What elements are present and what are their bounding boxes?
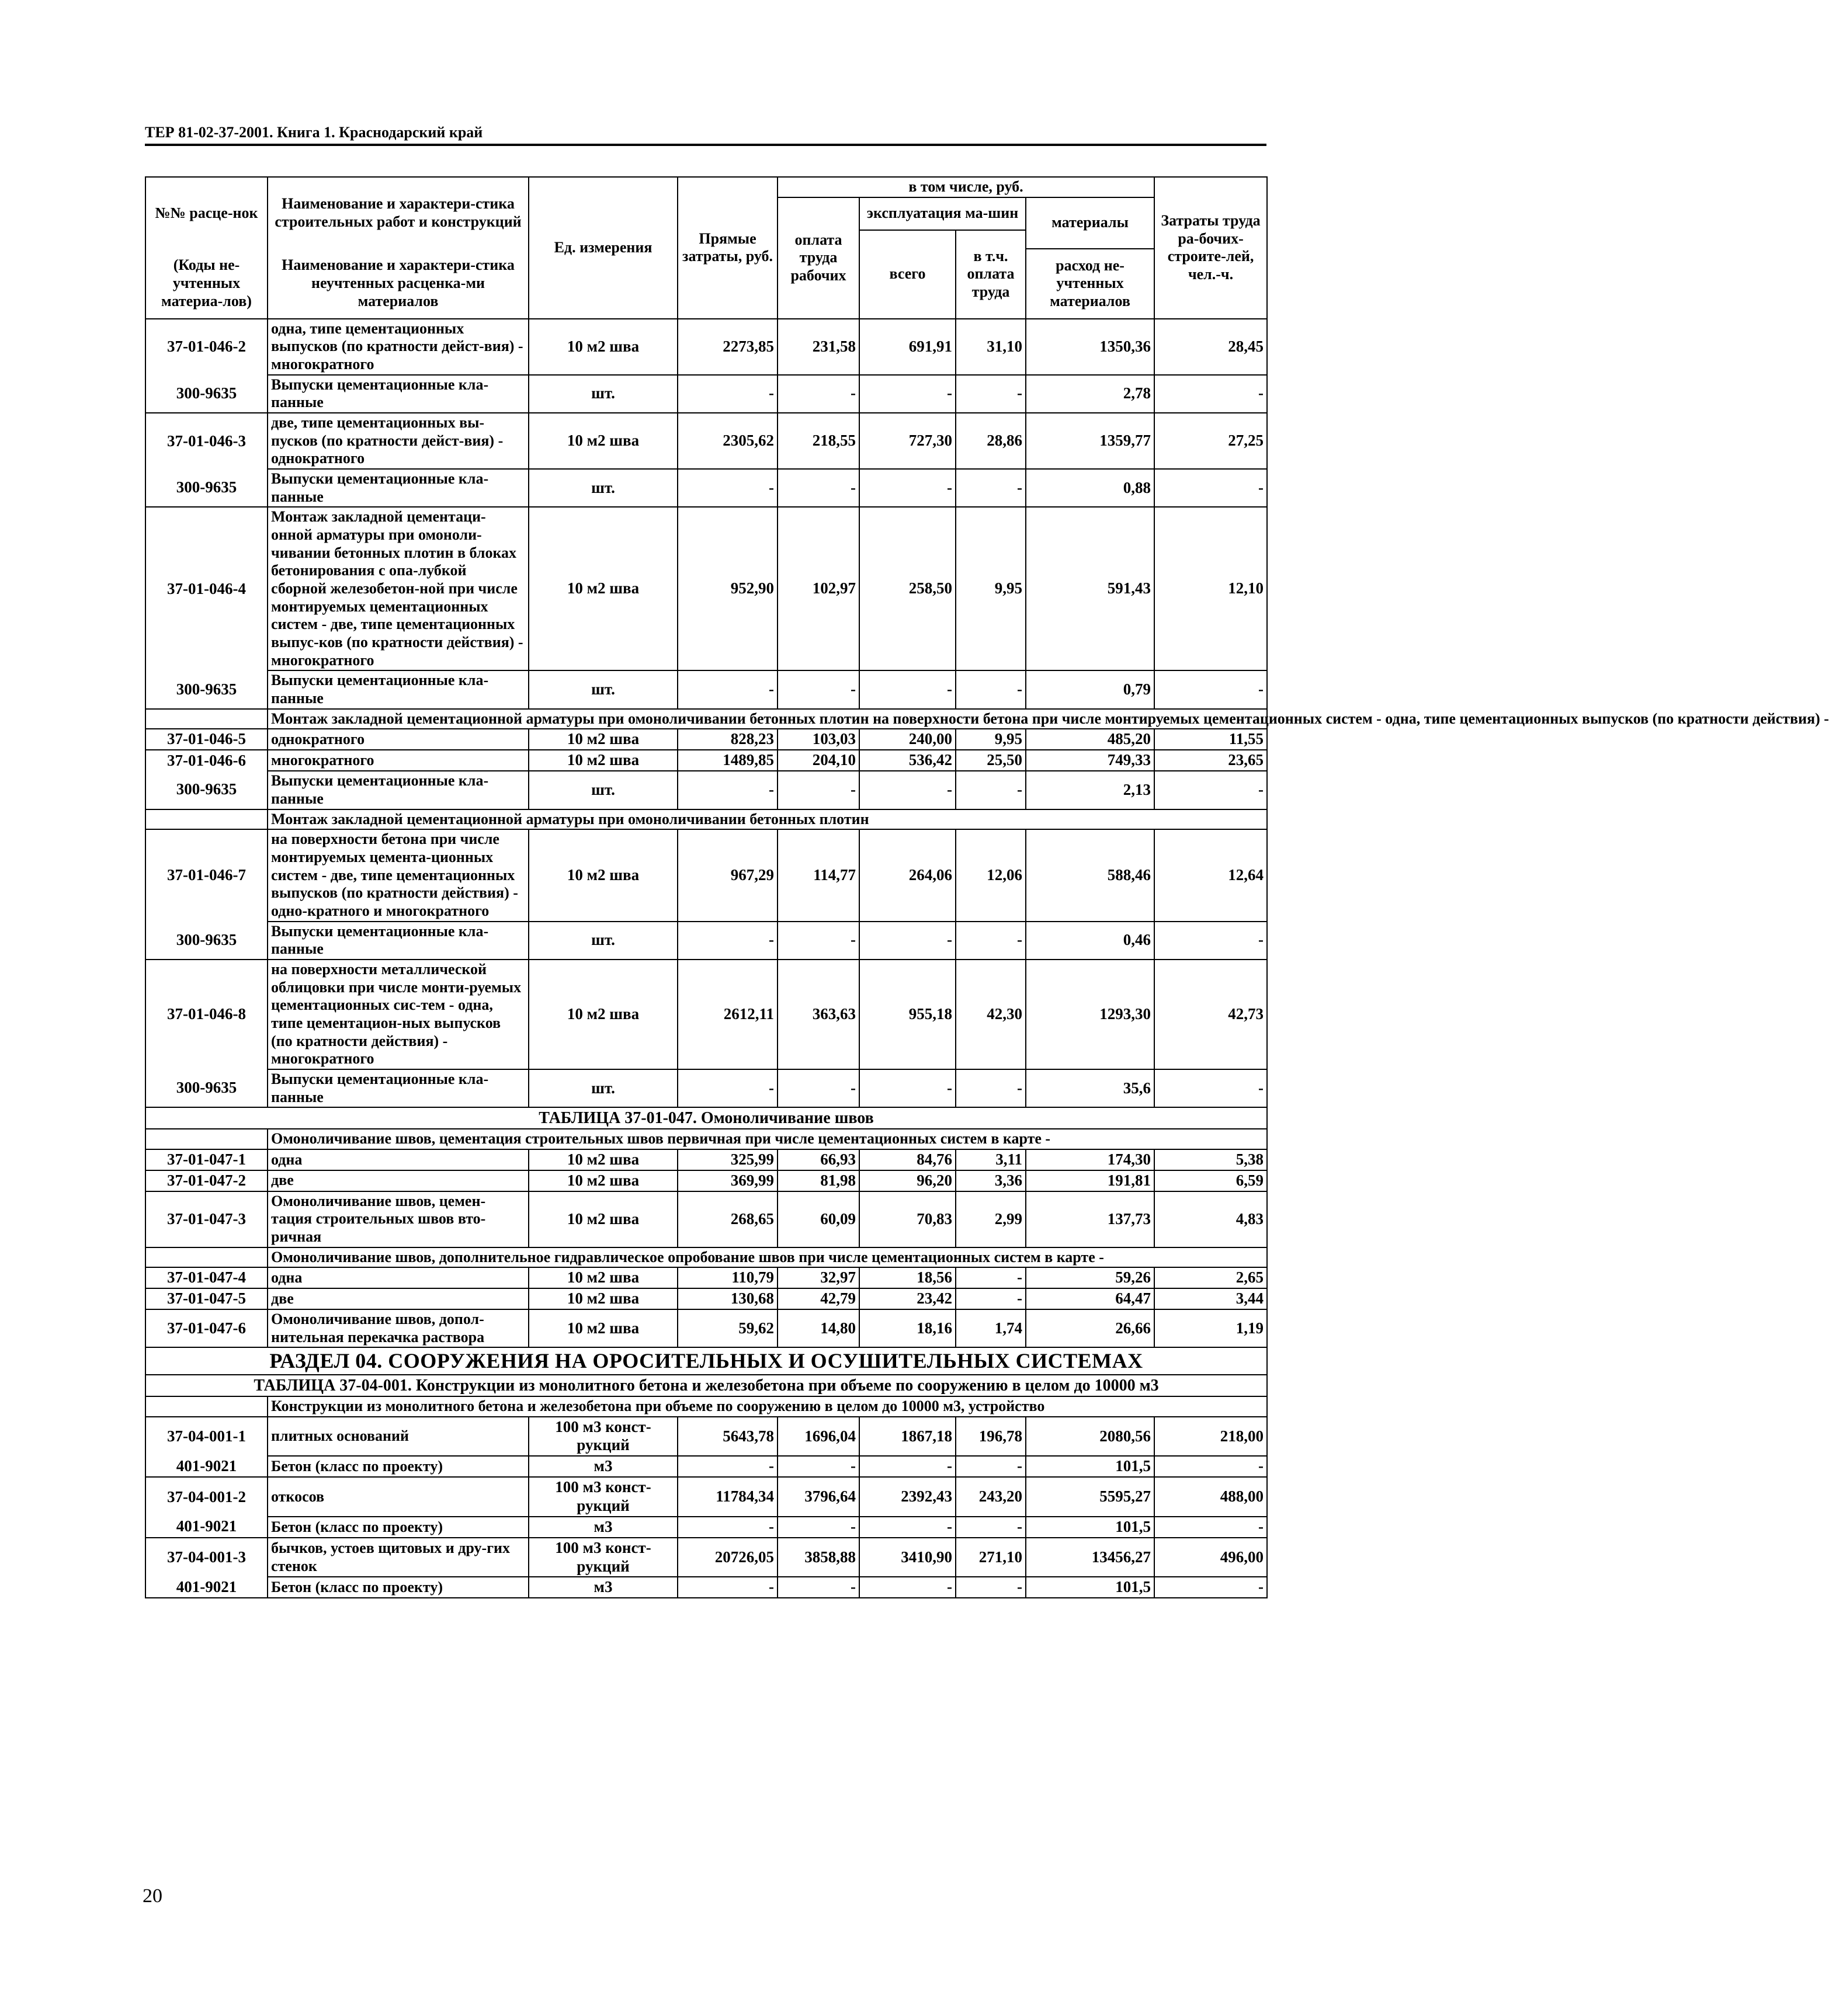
group-heading: Конструкции из монолитного бетона и железобетона при объеме по сооружению в целом до 10000 м3, устройство [268,1396,1267,1417]
material-row [145,469,1267,507]
row-hours: - [1154,1577,1267,1598]
row-materials: 59,26 [1026,1267,1154,1288]
rate-row [145,1538,1267,1577]
row-machines-labor: 243,20 [956,1477,1026,1517]
row-direct: 5643,78 [678,1417,778,1457]
row-machines-labor: - [956,922,1026,960]
rate-row [145,507,1267,670]
row-materials: 2,78 [1026,375,1154,413]
row-unit: шт. [529,1069,678,1107]
row-machines-labor: 31,10 [956,319,1026,375]
row-name: бычков, устоев щитовых и дру-гих стенок [268,1538,529,1577]
row-code: 37-01-047-4 [145,1267,268,1288]
row-unit: шт. [529,375,678,413]
row-name: Выпуски цементационные кла-панные [268,375,529,413]
row-code: 37-01-046-8 [145,960,268,1069]
row-materials: 101,5 [1026,1517,1154,1538]
group-heading-row [145,1129,1267,1149]
row-materials: 0,88 [1026,469,1154,507]
row-direct: 59,62 [678,1309,778,1347]
row-materials: 174,30 [1026,1149,1154,1170]
row-labor: - [778,1456,859,1477]
row-labor: 114,77 [778,829,859,921]
row-unit: 10 м2 шва [529,507,678,670]
row-direct: 967,29 [678,829,778,921]
row-machines-total: - [859,375,956,413]
row-unit: 10 м2 шва [529,1149,678,1170]
row-machines-labor: 196,78 [956,1417,1026,1457]
row-direct: 2305,62 [678,413,778,469]
row-materials: 0,79 [1026,670,1154,708]
row-materials: 191,81 [1026,1170,1154,1191]
col-unit: Ед. измерения [529,177,678,319]
row-machines-total: - [859,670,956,708]
rate-row [145,1288,1267,1309]
row-labor: 231,58 [778,319,859,375]
rate-row [145,960,1267,1069]
row-machines-total: - [859,771,956,809]
row-labor: 3858,88 [778,1538,859,1577]
row-direct: 2612,11 [678,960,778,1069]
row-name: Омоноличивание швов, цемен-тация строительных швов вто-ричная [268,1191,529,1247]
row-machines-total: 2392,43 [859,1477,956,1517]
rate-row [145,1267,1267,1288]
row-hours: 6,59 [1154,1170,1267,1191]
row-machines-total: - [859,1069,956,1107]
row-labor: 60,09 [778,1191,859,1247]
material-row [145,1517,1267,1538]
row-code: 37-04-001-1 [145,1417,268,1457]
empty-code-cell [145,1129,268,1149]
row-hours: - [1154,670,1267,708]
row-labor: - [778,1069,859,1107]
row-labor: 1696,04 [778,1417,859,1457]
row-direct: 11784,34 [678,1477,778,1517]
row-hours: - [1154,922,1267,960]
row-name: Выпуски цементационные кла-панные [268,469,529,507]
row-unit: шт. [529,922,678,960]
row-unit: 10 м2 шва [529,319,678,375]
table-header [145,177,1267,319]
group-heading-row [145,809,1267,830]
row-hours: - [1154,1069,1267,1107]
row-machines-labor: 2,99 [956,1191,1026,1247]
row-machines-total: 264,06 [859,829,956,921]
group-heading: Омоноличивание швов, дополнительное гидравлическое опробование швов при числе цементационных систем в карте - [268,1247,1267,1268]
col-machines-labor: в т.ч. оплата труда [956,230,1026,319]
col-machines-total: всего [859,230,956,319]
rate-row [145,829,1267,921]
material-row [145,1456,1267,1477]
row-machines-total: 240,00 [859,729,956,750]
row-materials: 2080,56 [1026,1417,1154,1457]
row-machines-total: - [859,1577,956,1598]
row-unit: 10 м2 шва [529,1267,678,1288]
row-unit: м3 [529,1577,678,1598]
row-materials: 1293,30 [1026,960,1154,1069]
rate-row [145,750,1267,771]
material-row [145,670,1267,708]
row-materials: 2,13 [1026,771,1154,809]
row-labor: 42,79 [778,1288,859,1309]
row-labor: - [778,375,859,413]
rate-row [145,729,1267,750]
row-code: 37-01-047-1 [145,1149,268,1170]
row-unit: 10 м2 шва [529,1288,678,1309]
rate-row [145,1477,1267,1517]
row-code: 37-01-046-3 [145,413,268,469]
row-name: Бетон (класс по проекту) [268,1456,529,1477]
row-code: 300-9635 [145,1069,268,1107]
row-materials: 591,43 [1026,507,1154,670]
empty-code-cell [145,709,268,729]
row-name: одна [268,1267,529,1288]
row-direct: 369,99 [678,1170,778,1191]
row-hours: - [1154,771,1267,809]
row-labor: - [778,922,859,960]
row-materials: 0,46 [1026,922,1154,960]
row-machines-labor: - [956,469,1026,507]
row-hours: 2,65 [1154,1267,1267,1288]
section-row [145,1347,1267,1374]
rate-row [145,1170,1267,1191]
rate-row [145,1309,1267,1347]
row-hours: 218,00 [1154,1417,1267,1457]
col-direct: Прямые затраты, руб. [678,177,778,319]
row-direct: - [678,469,778,507]
rates-table [145,176,1829,1598]
row-hours: 28,45 [1154,319,1267,375]
table-title: ТАБЛИЦА 37-04-001. Конструкции из монолитного бетона и железобетона при объеме по сооружению в целом до 10000 м3 [145,1375,1267,1396]
row-machines-total: - [859,1517,956,1538]
row-labor: 3796,64 [778,1477,859,1517]
row-materials: 5595,27 [1026,1477,1154,1517]
rate-row [145,1149,1267,1170]
row-name: Выпуски цементационные кла-панные [268,1069,529,1107]
section-title: РАЗДЕЛ 04. СООРУЖЕНИЯ НА ОРОСИТЕЛЬНЫХ И ОСУШИТЕЛЬНЫХ СИСТЕМАХ [145,1347,1267,1374]
row-code: 37-01-046-7 [145,829,268,921]
row-hours: 42,73 [1154,960,1267,1069]
row-name: Монтаж закладной цементаци-онной арматуры при омоноли-чивании бетонных плотин в блоках бетонирования с опа-лубкой сборной железобетон-ной при числе монтируемых цементационных систем - две, типе цементационных выпус-ков (по кратности действия) - многократного [268,507,529,670]
page-header: ТЕР 81-02-37-2001. Книга 1. Краснодарский край [145,124,1266,146]
group-heading-row [145,1396,1267,1417]
row-hours: 11,55 [1154,729,1267,750]
row-machines-total: 70,83 [859,1191,956,1247]
row-unit: шт. [529,469,678,507]
row-unit: 10 м2 шва [529,960,678,1069]
row-machines-total: 1867,18 [859,1417,956,1457]
row-name: одна [268,1149,529,1170]
row-direct: 325,99 [678,1149,778,1170]
row-unit: 10 м2 шва [529,729,678,750]
row-machines-labor: 28,86 [956,413,1026,469]
row-name: однократного [268,729,529,750]
row-code: 37-01-047-5 [145,1288,268,1309]
row-unit: шт. [529,670,678,708]
group-heading-row [145,709,1267,729]
row-code: 300-9635 [145,670,268,708]
row-labor: 103,03 [778,729,859,750]
material-row [145,771,1267,809]
row-machines-labor: - [956,1577,1026,1598]
col-materials: материалы [1026,197,1154,249]
row-labor: - [778,771,859,809]
row-code: 300-9635 [145,469,268,507]
table-title-row [145,1375,1267,1396]
row-code: 37-01-046-4 [145,507,268,670]
row-materials: 101,5 [1026,1456,1154,1477]
row-unit: 10 м2 шва [529,1170,678,1191]
col-labor: оплата труда рабочих [778,197,859,319]
row-unit: 10 м2 шва [529,1191,678,1247]
row-name: на поверхности металлической облицовки при числе монти-руемых цементационных сис-тем - одна, типе цементацион-ных выпусков (по кратности действия) - многократного [268,960,529,1069]
row-code: 37-04-001-3 [145,1538,268,1577]
row-hours: 1,19 [1154,1309,1267,1347]
row-machines-labor: 9,95 [956,729,1026,750]
row-unit: 10 м2 шва [529,1309,678,1347]
row-machines-total: 3410,90 [859,1538,956,1577]
row-direct: - [678,375,778,413]
row-machines-labor: - [956,1069,1026,1107]
row-code: 401-9021 [145,1577,268,1598]
rate-row [145,319,1267,375]
row-materials: 1359,77 [1026,413,1154,469]
group-heading: Омоноличивание швов, цементация строительных швов первичная при числе цементационных систем в карте - [268,1129,1267,1149]
row-code: 37-01-046-2 [145,319,268,375]
row-code: 37-01-046-5 [145,729,268,750]
row-machines-total: 18,16 [859,1309,956,1347]
row-hours: - [1154,469,1267,507]
row-code: 37-04-001-2 [145,1477,268,1517]
row-name: многократного [268,750,529,771]
row-name: две, типе цементационных вы-пусков (по кратности дейст-вия) - однократного [268,413,529,469]
table-title: ТАБЛИЦА 37-01-047. Омоноличивание швов [145,1107,1267,1129]
row-unit: шт. [529,771,678,809]
row-direct: 1489,85 [678,750,778,771]
row-machines-labor: - [956,375,1026,413]
row-machines-total: 691,91 [859,319,956,375]
row-name: Выпуски цементационные кла-панные [268,771,529,809]
row-name: плитных оснований [268,1417,529,1457]
col-name-bottom: Наименование и характери-стика неучтенных расценка-ми материалов [268,249,529,319]
col-incl: в том числе, руб. [778,177,1154,197]
row-hours: 12,64 [1154,829,1267,921]
row-machines-labor: 25,50 [956,750,1026,771]
group-heading: Монтаж закладной цементационной арматуры при омоноличивании бетонных плотин [268,809,1267,830]
rate-row [145,413,1267,469]
group-heading: Монтаж закладной цементационной арматуры при омоноличивании бетонных плотин на поверхности бетона при числе монтируемых цементационных систем - одна, типе цементационных выпусков (по кратности действия) - [268,709,1267,729]
row-materials: 64,47 [1026,1288,1154,1309]
row-hours: 4,83 [1154,1191,1267,1247]
row-hours: 27,25 [1154,413,1267,469]
row-machines-labor: - [956,771,1026,809]
col-materials-sub: расход не-учтенных материалов [1026,249,1154,319]
row-materials: 485,20 [1026,729,1154,750]
material-row [145,375,1267,413]
row-direct: 2273,85 [678,319,778,375]
row-unit: м3 [529,1517,678,1538]
row-unit: 100 м3 конст-рукций [529,1417,678,1457]
row-name: Бетон (класс по проекту) [268,1517,529,1538]
row-machines-labor: - [956,1267,1026,1288]
row-labor: 32,97 [778,1267,859,1288]
row-direct: - [678,922,778,960]
row-machines-labor: 9,95 [956,507,1026,670]
row-machines-labor: 3,11 [956,1149,1026,1170]
row-labor: - [778,1577,859,1598]
material-row [145,1577,1267,1598]
row-machines-labor: - [956,1517,1026,1538]
row-machines-total: 727,30 [859,413,956,469]
row-unit: 100 м3 конст-рукций [529,1538,678,1577]
row-direct: - [678,771,778,809]
row-code: 300-9635 [145,375,268,413]
row-labor: 66,93 [778,1149,859,1170]
row-code: 300-9635 [145,771,268,809]
empty-code-cell [145,1396,268,1417]
col-machines: эксплуатация ма-шин [859,197,1026,230]
row-name: на поверхности бетона при числе монтируемых цемента-ционных систем - две, типе цементационных выпусков (по кратности действия) - одно-кратного и многократного [268,829,529,921]
row-materials: 35,6 [1026,1069,1154,1107]
row-direct: - [678,1456,778,1477]
row-name: одна, типе цементационных выпусков (по кратности дейст-вия) - многократного [268,319,529,375]
row-labor: 14,80 [778,1309,859,1347]
row-name: две [268,1170,529,1191]
row-name: откосов [268,1477,529,1517]
row-machines-total: - [859,1456,956,1477]
row-machines-total: - [859,922,956,960]
row-unit: 10 м2 шва [529,750,678,771]
row-direct: 268,65 [678,1191,778,1247]
row-machines-total: 258,50 [859,507,956,670]
row-direct: 828,23 [678,729,778,750]
empty-code-cell [145,1247,268,1268]
row-hours: - [1154,375,1267,413]
row-hours: - [1154,1456,1267,1477]
row-code: 300-9635 [145,922,268,960]
row-labor: 204,10 [778,750,859,771]
row-labor: - [778,469,859,507]
row-direct: - [678,670,778,708]
row-name: Выпуски цементационные кла-панные [268,670,529,708]
rate-row [145,1417,1267,1457]
row-labor: - [778,1517,859,1538]
table-title-row [145,1107,1267,1129]
row-direct: 20726,05 [678,1538,778,1577]
col-name-top: Наименование и характери-стика строительных работ и конструкций [268,177,529,249]
row-machines-total: 96,20 [859,1170,956,1191]
row-code: 37-01-047-6 [145,1309,268,1347]
row-materials: 588,46 [1026,829,1154,921]
row-unit: 100 м3 конст-рукций [529,1477,678,1517]
row-hours: 496,00 [1154,1538,1267,1577]
col-hours: Затраты труда ра-бочих-строите-лей, чел.-ч. [1154,177,1267,319]
row-materials: 13456,27 [1026,1538,1154,1577]
row-labor: 81,98 [778,1170,859,1191]
rate-row [145,1191,1267,1247]
row-machines-total: 955,18 [859,960,956,1069]
row-machines-total: 23,42 [859,1288,956,1309]
group-heading-row [145,1247,1267,1268]
material-row [145,1069,1267,1107]
row-code: 37-01-047-3 [145,1191,268,1247]
row-labor: 363,63 [778,960,859,1069]
material-row [145,922,1267,960]
row-unit: м3 [529,1456,678,1477]
row-machines-labor: - [956,670,1026,708]
row-machines-labor: 12,06 [956,829,1026,921]
row-materials: 137,73 [1026,1191,1154,1247]
row-direct: - [678,1577,778,1598]
row-machines-labor: - [956,1288,1026,1309]
row-hours: - [1154,1517,1267,1538]
row-name: Бетон (класс по проекту) [268,1577,529,1598]
row-labor: 102,97 [778,507,859,670]
row-direct: - [678,1517,778,1538]
row-machines-labor: 1,74 [956,1309,1026,1347]
row-machines-labor: 3,36 [956,1170,1026,1191]
row-hours: 5,38 [1154,1149,1267,1170]
row-code: 401-9021 [145,1456,268,1477]
row-labor: 218,55 [778,413,859,469]
row-unit: 10 м2 шва [529,829,678,921]
row-machines-total: - [859,469,956,507]
row-hours: 12,10 [1154,507,1267,670]
row-name: Выпуски цементационные кла-панные [268,922,529,960]
empty-code-cell [145,809,268,830]
row-name: две [268,1288,529,1309]
row-code: 37-01-047-2 [145,1170,268,1191]
row-materials: 749,33 [1026,750,1154,771]
row-code: 37-01-046-6 [145,750,268,771]
row-machines-labor: 42,30 [956,960,1026,1069]
col-code-top: №№ расце-нок [145,177,268,249]
row-name: Омоноличивание швов, допол-нительная перекачка раствора [268,1309,529,1347]
col-code-bottom: (Коды не-учтенных материа-лов) [145,249,268,319]
row-hours: 3,44 [1154,1288,1267,1309]
row-machines-total: 84,76 [859,1149,956,1170]
row-direct: 110,79 [678,1267,778,1288]
row-materials: 26,66 [1026,1309,1154,1347]
row-materials: 1350,36 [1026,319,1154,375]
row-machines-total: 18,56 [859,1267,956,1288]
table-body [145,319,1829,1598]
row-direct: 952,90 [678,507,778,670]
row-machines-labor: - [956,1456,1026,1477]
page-number: 20 [143,1885,162,1907]
row-hours: 23,65 [1154,750,1267,771]
row-machines-total: 536,42 [859,750,956,771]
row-materials: 101,5 [1026,1577,1154,1598]
row-labor: - [778,670,859,708]
row-code: 401-9021 [145,1517,268,1538]
row-direct: - [678,1069,778,1107]
row-machines-labor: 271,10 [956,1538,1026,1577]
row-hours: 488,00 [1154,1477,1267,1517]
row-unit: 10 м2 шва [529,413,678,469]
row-direct: 130,68 [678,1288,778,1309]
